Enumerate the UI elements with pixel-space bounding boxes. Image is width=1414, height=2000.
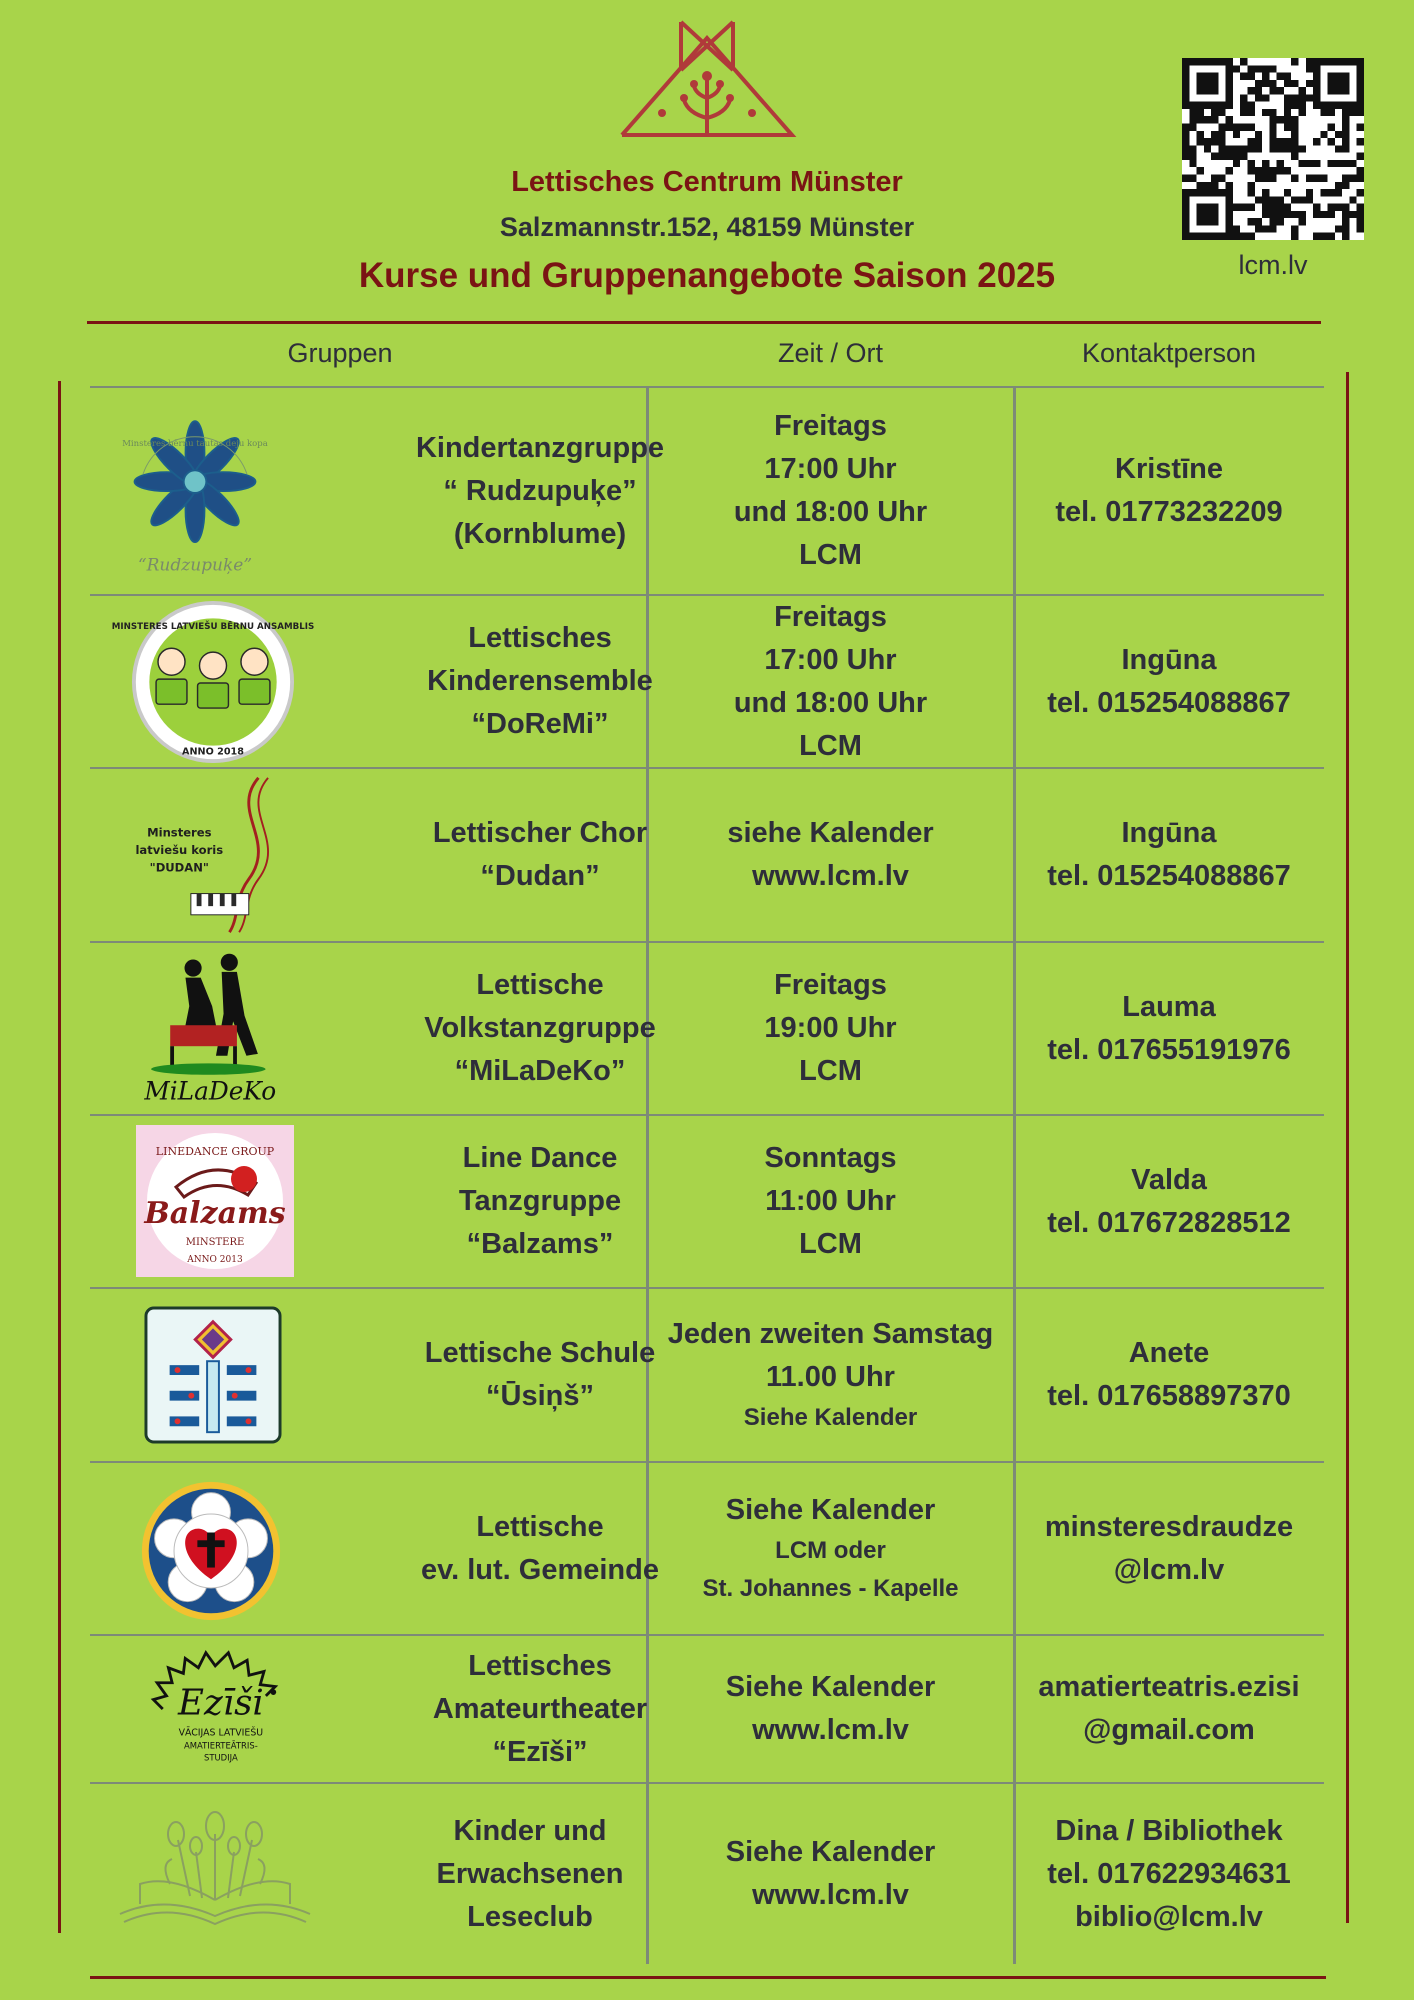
group-name: Lettische Schule “Ūsiņš” (424, 1337, 656, 1412)
svg-text:Balzams: Balzams (144, 1196, 286, 1231)
svg-text:STUDIJA: STUDIJA (204, 1752, 238, 1763)
table-row (90, 1463, 1324, 1634)
svg-text:MiLaDeKo: MiLaDeKo (144, 1076, 277, 1106)
group-name: Lettische Volkstanzgruppe “MiLaDeKo” (424, 969, 656, 1087)
contact-person: Kristīne tel. 01773232209 (1055, 453, 1283, 528)
miladeko-dancers-logo (130, 949, 300, 1111)
svg-text:AMATIERTEĀTRIS-: AMATIERTEĀTRIS- (183, 1740, 258, 1751)
frame-right-line (1346, 372, 1349, 1923)
group-name: Lettische ev. lut. Gemeinde (421, 1510, 659, 1586)
organization-address: Salzmannstr.152, 48159 Münster (499, 212, 915, 242)
time-place: Freitags 17:00 Uhr und 18:00 Uhr LCM (733, 410, 928, 571)
svg-text:"DUDAN": "DUDAN" (149, 860, 209, 875)
frame-left-line (58, 381, 61, 1933)
group-name: Line Dance Tanzgruppe “Balzams” (458, 1142, 622, 1260)
contact-person: Ingūna tel. 015254088867 (1047, 643, 1291, 719)
svg-text:VĀCIJAS LATVIEŠU: VĀCIJAS LATVIEŠU (178, 1727, 264, 1739)
group-name: Lettisches Kinderensemble “DoReMi” (427, 622, 653, 740)
dudan-choir-music-logo (130, 773, 300, 937)
table-row (90, 943, 1324, 1114)
rudzupuke-cornflower-logo (120, 408, 270, 578)
table-row (90, 388, 1324, 594)
table-row (90, 1636, 1324, 1782)
qr-code-icon[interactable] (1182, 58, 1364, 240)
footer-divider (90, 1976, 1326, 1979)
svg-text:“Rudzupuķe”: “Rudzupuķe” (137, 555, 253, 576)
svg-text:MINSTERES LATVIEŠU BĒRNU ANSAM: MINSTERES LATVIEŠU BĒRNU ANSAMBLIS (111, 621, 315, 632)
luther-rose-logo (138, 1478, 284, 1624)
svg-text:latviešu koris: latviešu koris (135, 843, 224, 858)
group-name: Lettisches Amateurtheater “Ezīši” (432, 1649, 648, 1768)
svg-text:Minsteres: Minsteres (147, 825, 212, 840)
svg-text:MINSTERE: MINSTERE (185, 1237, 245, 1248)
group-name: Kindertanzgruppe “ Rudzupuķe” (Kornblume) (415, 431, 665, 550)
reading-club-book-logo (110, 1804, 320, 1934)
time-place: siehe Kalender www.lcm.lv (727, 817, 934, 892)
column-header-contact: Kontaktperson (1081, 338, 1257, 368)
column-header-time-place: Zeit / Ort (777, 338, 883, 368)
column-header-groups: Gruppen (287, 338, 393, 368)
qr-caption: lcm.lv (1238, 250, 1308, 280)
organization-name: Lettisches Centrum Münster (511, 166, 903, 198)
time-place: Siehe Kalender LCM oder St. Johannes - Kapelle (702, 1494, 959, 1602)
table-row (90, 596, 1324, 767)
time-place: Siehe Kalender www.lcm.lv (725, 1671, 936, 1746)
group-name: Kinder und Erwachsenen Leseclub (436, 1814, 624, 1933)
ezisi-hedgehog-logo (144, 1642, 294, 1776)
contact-person: Dina / Bibliothek tel. 017622934631 biblio@lcm.lv (1047, 1814, 1291, 1933)
header-divider (87, 321, 1321, 324)
svg-text:ANNO 2018: ANNO 2018 (182, 746, 244, 758)
svg-text:ANNO 2013: ANNO 2013 (187, 1255, 243, 1265)
table-row (90, 1784, 1324, 1964)
balzams-linedance-logo (136, 1125, 294, 1277)
lcm-house-tree-logo-icon (618, 18, 796, 140)
time-place: Siehe Kalender www.lcm.lv (725, 1836, 936, 1911)
page-title: Kurse und Gruppenangebote Saison 2025 (358, 256, 1056, 295)
time-place: Freitags 19:00 Uhr LCM (764, 969, 897, 1087)
contact-person: Valda tel. 017672828512 (1047, 1163, 1291, 1239)
table-row (90, 769, 1324, 941)
time-place: Sonntags 11:00 Uhr LCM (764, 1142, 897, 1260)
svg-text:LINEDANCE GROUP: LINEDANCE GROUP (155, 1145, 275, 1158)
time-place: Jeden zweiten Samstag 11.00 Uhr Siehe Kalender (667, 1318, 994, 1431)
contact-person: Ingūna tel. 015254088867 (1047, 817, 1291, 892)
table-row (90, 1289, 1324, 1461)
group-name: Lettischer Chor “Dudan” (432, 817, 648, 892)
table-row (90, 1116, 1324, 1287)
contact-person: Anete tel. 017658897370 (1047, 1337, 1291, 1412)
svg-text:Ezīši: Ezīši (177, 1682, 264, 1724)
usins-school-pattern-logo (144, 1306, 282, 1444)
contact-person: minsteresdraudze @lcm.lv (1044, 1510, 1294, 1586)
contact-person: Lauma tel. 017655191976 (1047, 990, 1291, 1066)
contact-person: amatierteatris.ezisi @gmail.com (1038, 1671, 1300, 1746)
time-place: Freitags 17:00 Uhr und 18:00 Uhr LCM (733, 600, 928, 762)
svg-text:Minsteres bērnu tautas deju ko: Minsteres bērnu tautas deju kopa (122, 438, 268, 449)
doremi-children-ensemble-logo (111, 600, 315, 764)
